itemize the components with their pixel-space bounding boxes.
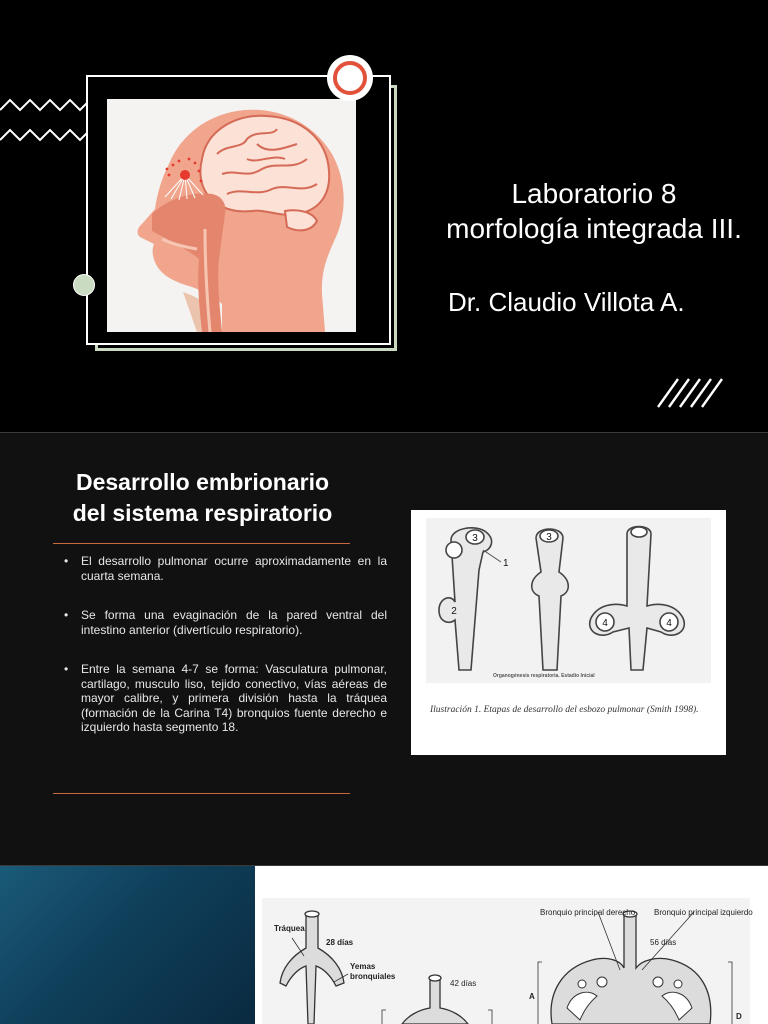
- title-line-2: morfología integrada III.: [446, 213, 742, 244]
- slashes-decoration: [656, 377, 724, 409]
- blue-side-panel: [0, 866, 255, 1024]
- head-anatomy-illustration: [107, 99, 356, 332]
- heading-line-1: Desarrollo embrionario: [75, 469, 330, 495]
- presentation-title: [420, 176, 768, 246]
- label-traquea: Tráquea: [274, 924, 305, 933]
- bullet-list: [62, 554, 387, 760]
- label-bronquio-derecho: Bronquio principal derecho: [540, 908, 636, 917]
- title-line-1: Laboratorio 8: [511, 178, 677, 209]
- bullet-item: • Entre la semana 4-7 se forma: Vasculatura pulmonar, cartilago, musculo liso, tejido conectivo, vías aéreas de mayor calibre, y primera división hasta la tráquea (formación de la Carina T4) bronquios fuente derecho e izquierdo hasta segmento 18.: [62, 662, 387, 735]
- label-a: A: [529, 992, 535, 1001]
- figure-label: 3: [472, 533, 478, 544]
- green-dot-decoration: [73, 274, 95, 296]
- bullet-item: • Se forma una evaginación de la pared ventral del intestino anterior (divertículo respiratorio).: [62, 608, 387, 637]
- lung-bud-stages-drawing: [411, 510, 726, 695]
- label-d: D: [736, 1012, 742, 1021]
- label-yemas: Yemas: [350, 962, 376, 971]
- zigzag-decoration: [0, 98, 90, 144]
- embryology-slide: [0, 433, 768, 865]
- orange-ring-decoration: [327, 55, 373, 101]
- heading-line-2: del sistema respiratorio: [72, 500, 333, 526]
- bottom-rule: [53, 793, 350, 794]
- figure-small-caption: Organogénesis respiratoria. Estadio Inicial: [493, 673, 595, 679]
- figure-label: 2: [451, 606, 457, 617]
- label-bronquio-izquierdo: Bronquio principal izquierdo: [654, 908, 753, 917]
- label-28-dias: 28 días: [326, 938, 354, 947]
- figure-label: 3: [546, 532, 552, 543]
- bullet-item: • El desarrollo pulmonar ocurre aproximadamente en la cuarta semana.: [62, 554, 387, 583]
- label-42-dias: 42 días: [450, 979, 477, 988]
- label-56-dias: 56 días: [650, 938, 677, 947]
- figure-label: 4: [666, 618, 672, 629]
- author-name: Dr. Claudio Villota A.: [448, 287, 685, 317]
- lung-bud-figure: [411, 510, 726, 755]
- lung-development-slide: [0, 866, 768, 1024]
- figure-caption: Ilustración 1. Etapas de desarrollo del esbozo pulmonar (Smith 1998).: [430, 705, 699, 715]
- slide-heading: [55, 467, 350, 529]
- label-bronquiales: bronquiales: [350, 972, 396, 981]
- top-rule: [53, 543, 350, 544]
- title-slide: [0, 0, 768, 432]
- bronchial-development-figure: [262, 898, 753, 1024]
- figure-label: 1: [503, 558, 509, 569]
- figure-label: 4: [602, 618, 608, 629]
